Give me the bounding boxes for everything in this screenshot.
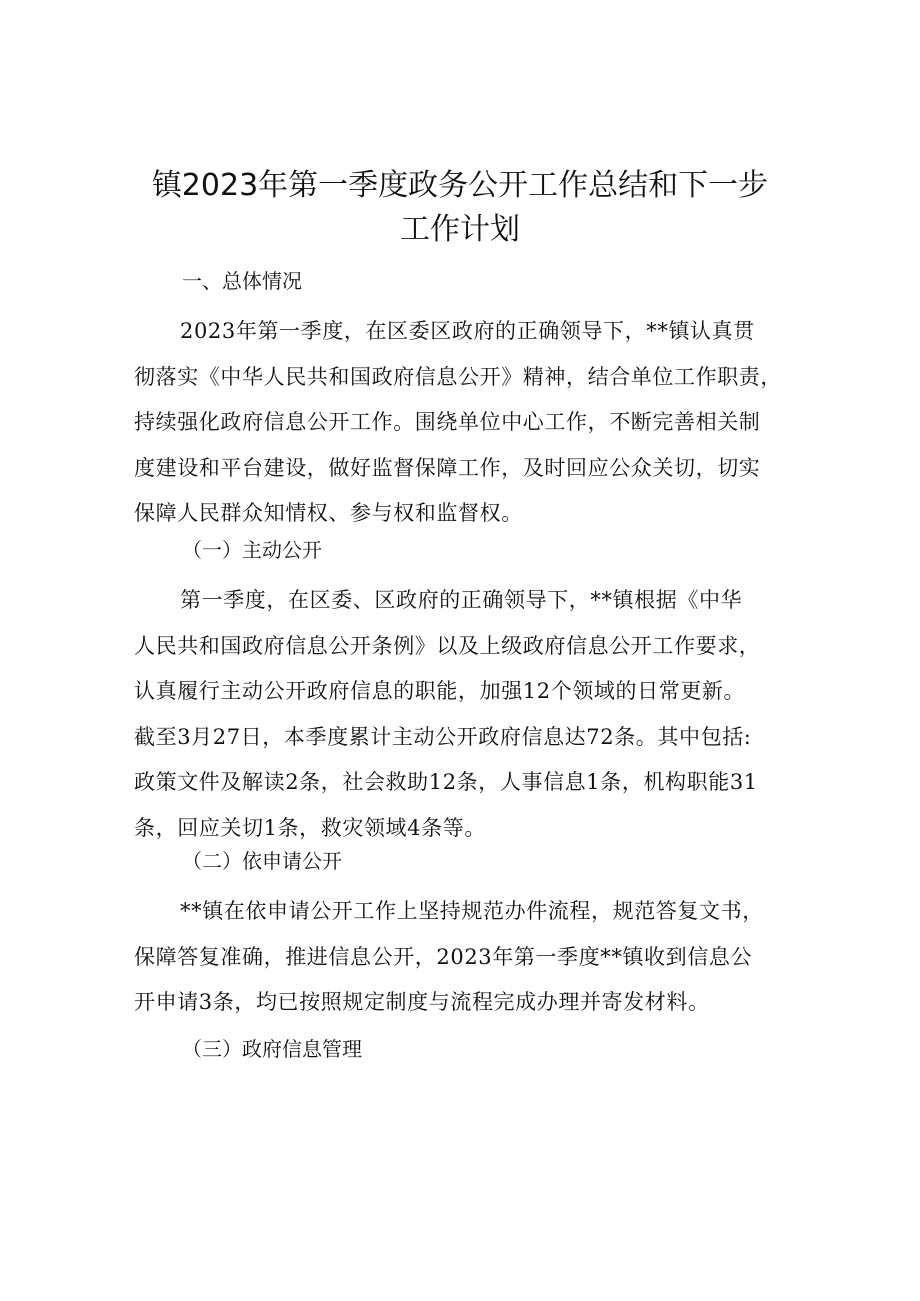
paragraph-line: 度建设和平台建设，做好监督保障工作，及时回应公众关切，切实: [134, 455, 761, 480]
paragraph-line: 政策文件及解读2条，社会救助12条，人事信息1条，机构职能31: [134, 770, 758, 794]
paragraph-line: 第一季度，在区委、区政府的正确领导下，**镇根据《中华: [180, 588, 743, 612]
paragraph-line: 人民共和国政府信息公开条例》以及上级政府信息公开工作要求，: [134, 633, 761, 658]
document-title-line-2: 工作计划: [400, 212, 520, 247]
subsection-heading-application-disclosure: （二）依申请公开: [182, 849, 342, 873]
subsection-heading-information-management: （三）政府信息管理: [182, 1037, 362, 1061]
paragraph-line: 2023年第一季度，在区委区政府的正确领导下，**镇认真贯: [180, 319, 755, 343]
section-heading-overview: 一、总体情况: [182, 269, 302, 293]
document-title-line-1: 镇2023年第一季度政务公开工作总结和下一步: [151, 168, 769, 203]
paragraph-application-disclosure: [134, 889, 786, 1026]
paragraph-line: 认真履行主动公开政府信息的职能，加强12个领域的日常更新。: [134, 679, 746, 703]
paragraph-line: 保障答复准确，推进信息公开，2023年第一季度**镇收到信息公: [134, 944, 753, 969]
paragraph-active-disclosure: [134, 578, 786, 851]
paragraph-line: 彻落实《中华人民共和国政府信息公开》精神，结合单位工作职责，: [134, 364, 782, 389]
subsection-heading-active-disclosure: （一）主动公开: [182, 538, 322, 562]
paragraph-line: **镇在依申请公开工作上坚持规范办件流程，规范答复文书，: [180, 899, 764, 923]
paragraph-line: 截至3月27日，本季度累计主动公开政府信息达72条。其中包括:: [134, 724, 752, 749]
paragraph-line: 条，回应关切1条，救灾领域4条等。: [134, 815, 486, 840]
paragraph-line: 保障人民群众知情权、参与权和监督权。: [134, 501, 523, 525]
paragraph-line: 开申请3条，均已按照规定制度与流程完成办理并寄发材料。: [134, 990, 710, 1014]
paragraph-overview: [134, 309, 786, 537]
paragraph-line: 持续强化政府信息公开工作。围绕单位中心工作，不断完善相关制: [134, 410, 761, 434]
